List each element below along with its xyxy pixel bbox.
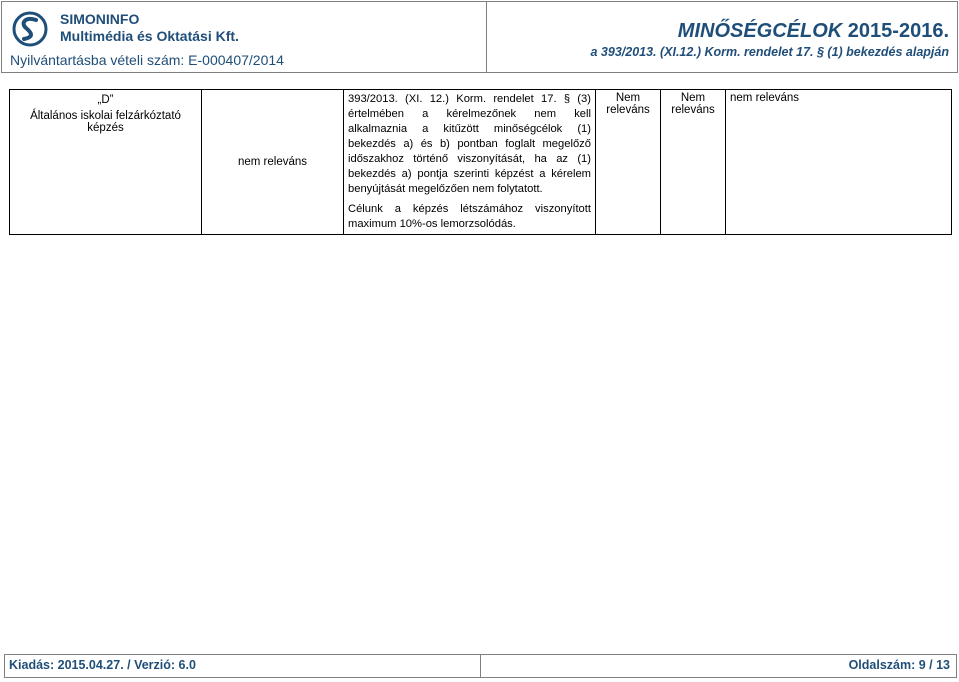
document-subtitle: a 393/2013. (XI.12.) Korm. rendelet 17. § (1) bekezdés alapján — [590, 45, 949, 59]
page-header — [1, 1, 958, 73]
training-name: Általános iskolai felzárkóztató képzés — [30, 110, 181, 134]
goal-description-cell — [344, 90, 596, 235]
page-number: Oldalszám: 9 / 13 — [848, 658, 950, 672]
table-row — [10, 90, 952, 235]
company-name: SIMONINFO — [60, 11, 140, 27]
goal-target-paragraph: Célunk a képzés létszámához viszonyított maximum 10%-os lemorzsolódás. — [348, 203, 591, 230]
header-company-block — [2, 2, 487, 72]
training-code: „D” — [97, 94, 114, 106]
registration-number: Nyilvántartásba vételi szám: E-000407/2014 — [10, 52, 284, 68]
quality-goals-table — [9, 89, 952, 235]
footer-issue-block — [5, 655, 481, 677]
relevance-cell-4: nem releváns — [726, 90, 952, 235]
document-title-years: 2015-2016. — [847, 20, 949, 42]
header-title-block — [479, 2, 949, 72]
document-title-main: MINŐSÉGCÉLOK — [677, 20, 843, 42]
company-full-name: Multimédia és Oktatási Kft. — [60, 28, 239, 44]
relevance-cell-3: Nem releváns — [661, 90, 726, 235]
goal-description-paragraph: 393/2013. (XI. 12.) Korm. rendelet 17. § (3) értelmében a kérelmezőnek nem kell alkalmaznia a kitűzött minőségcélok (1) bekezdés a) és b) pontban foglalt megelőző időszakhoz történő viszonyítását, ha az (1) bekezdés a) pontja szerinti képzést a kérelem benyújtását megelőzően nem folytatott. — [348, 93, 591, 195]
company-name-block — [60, 11, 239, 45]
relevance-cell-2: Nem releváns — [596, 90, 661, 235]
page-footer — [4, 654, 957, 678]
simoninfo-logo-icon — [12, 11, 48, 47]
document-title — [678, 20, 949, 43]
training-type-cell — [10, 90, 202, 235]
relevance-cell: nem releváns — [202, 90, 344, 235]
issue-version: Kiadás: 2015.04.27. / Verzió: 6.0 — [9, 658, 196, 672]
